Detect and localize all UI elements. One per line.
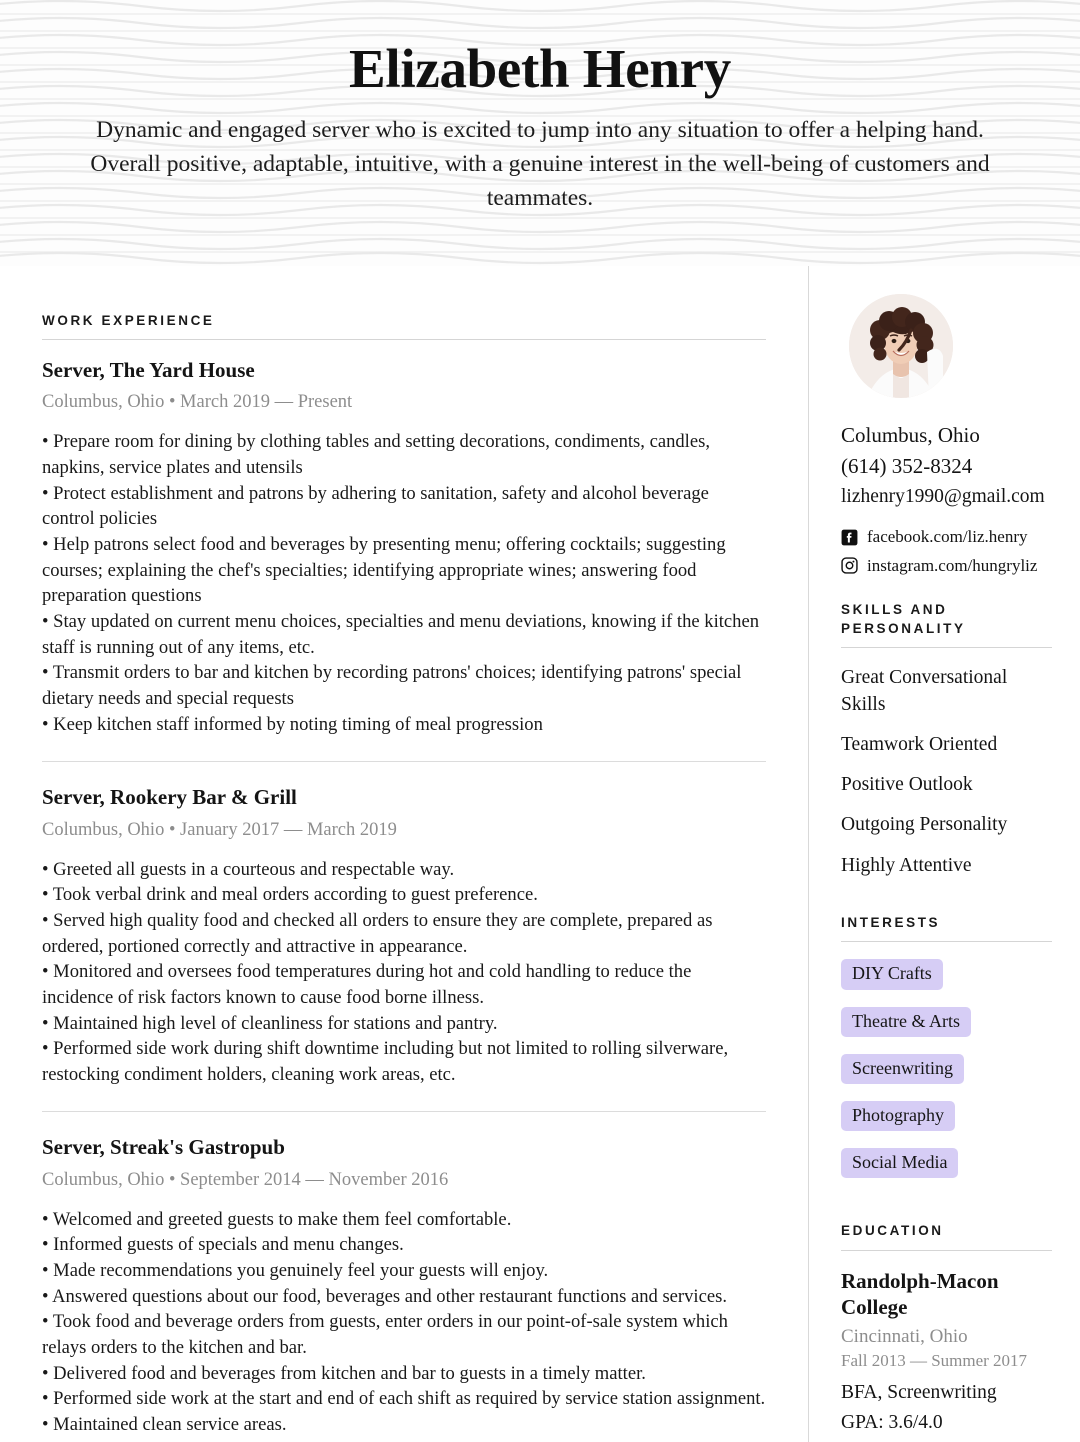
- job-divider: [42, 1111, 766, 1112]
- job-bullet: • Performed side work during shift downtime including but not limited to rolling silverware, restocking condiment holders, cleaning work areas, etc.: [42, 1038, 729, 1085]
- social-link-instagram[interactable]: [841, 556, 1052, 576]
- main-column: [0, 266, 808, 1442]
- job-bullet: • Monitored and oversees food temperatures during hot and cold handling to reduce the incidence of risk factors known to cause food borne illness.: [42, 961, 692, 1008]
- education-dates: Fall 2013 — Summer 2017: [841, 1351, 1028, 1371]
- job-bullet: • Stay updated on current menu choices, specialties and menu deviations, knowing if the kitchen staff is running out of any items, etc.: [42, 611, 760, 658]
- job-bullets: [42, 429, 766, 737]
- section-heading-education: EDUCATION: [841, 1223, 944, 1239]
- job-bullet: • Greeted all guests in a courteous and respectable way.: [42, 858, 455, 880]
- job-bullet: • Keep kitchen staff informed by noting timing of meal progression: [42, 713, 543, 735]
- job-bullets: [42, 1207, 766, 1438]
- skills-list: [841, 665, 1052, 879]
- job-bullet: • Maintained high level of cleanliness for stations and pantry.: [42, 1012, 498, 1034]
- education-gpa: GPA: 3.6/4.0: [841, 1411, 943, 1433]
- social-link-label: instagram.com/hungryliz: [867, 555, 1038, 575]
- job-entry: [42, 784, 766, 1091]
- skill-item: Positive Outlook: [841, 774, 973, 796]
- instagram-icon: [841, 557, 858, 574]
- interest-tag: Photography: [841, 1101, 955, 1131]
- interest-tag: DIY Crafts: [841, 959, 943, 989]
- section-rule: [841, 1250, 1052, 1251]
- job-bullet: • Delivered food and beverages from kitchen and bar to guests in a timely matter.: [42, 1362, 646, 1384]
- interest-tag: Theatre & Arts: [841, 1007, 971, 1037]
- job-meta: Columbus, Ohio • January 2017 — March 2019: [42, 819, 397, 840]
- skill-item: Highly Attentive: [841, 854, 972, 876]
- job-entry: [42, 1134, 766, 1441]
- skill-item: Great Conversational Skills: [841, 667, 1008, 715]
- job-bullet: • Answered questions about our food, beverages and other restaurant functions and services.: [42, 1285, 727, 1307]
- education-location: Cincinnati, Ohio: [841, 1325, 968, 1347]
- resume-header: [0, 0, 1080, 266]
- job-bullet: • Protect establishment and patrons by adhering to sanitation, safety and alcohol beverage control policies: [42, 482, 709, 530]
- job-bullet: • Took food and beverage orders from guests, enter orders in our point-of-sale system which relays orders to the kitchen and bar.: [42, 1311, 728, 1359]
- job-bullet: • Maintained clean service areas.: [42, 1413, 287, 1435]
- job-bullet: • Performed side work at the start and end of each shift as required by service station assignment.: [42, 1388, 766, 1410]
- interest-tag: Social Media: [841, 1148, 958, 1178]
- job-bullet: • Served high quality food and checked all orders to ensure they are complete, prepared as ordered, portioned correctly and attractive in appearance.: [42, 909, 713, 957]
- social-link-facebook[interactable]: [841, 527, 1052, 547]
- job-bullet: • Made recommendations you genuinely feel your guests will enjoy.: [42, 1260, 549, 1282]
- skill-item: Teamwork Oriented: [841, 733, 998, 755]
- social-link-label: facebook.com/liz.henry: [867, 527, 1028, 547]
- job-bullet: • Informed guests of specials and menu changes.: [42, 1234, 404, 1256]
- job-bullet: • Prepare room for dining by clothing tables and setting decorations, condiments, candles, napkins, service plates and utensils: [42, 431, 710, 479]
- section-heading-work-experience: WORK EXPERIENCE: [42, 313, 215, 328]
- job-meta: Columbus, Ohio • September 2014 — November 2016: [42, 1169, 449, 1190]
- avatar: [849, 294, 953, 398]
- job-title: Server, Streak's Gastropub: [42, 1135, 285, 1160]
- job-title: Server, Rookery Bar & Grill: [42, 785, 297, 810]
- profile-summary: Dynamic and engaged server who is excited to jump into any situation to offer a helping hand. Overall positive, adaptable, intuitive, with a genuine interest in the well-being of customers and teammates.: [90, 116, 990, 211]
- job-entry: [42, 357, 766, 741]
- contact-location: Columbus, Ohio: [841, 423, 980, 447]
- job-bullet: • Transmit orders to bar and kitchen by recording patrons' choices; identifying patrons' special dietary needs and special requests: [42, 662, 742, 709]
- job-meta: Columbus, Ohio • March 2019 — Present: [42, 392, 353, 413]
- contact-email[interactable]: lizhenry1990@gmail.com: [841, 485, 1045, 507]
- job-title: Server, The Yard House: [42, 358, 255, 383]
- education-entry: [841, 1268, 1052, 1435]
- section-rule: [42, 339, 766, 340]
- section-rule: [841, 941, 1052, 942]
- page-title: Elizabeth Henry: [348, 38, 731, 99]
- interests-list: [841, 959, 1052, 1187]
- job-bullet: • Help patrons select food and beverages by presenting menu; offering cocktails; suggesting courses; explaining the chef's specialties; identifying appropriate wines; answering food preparation questions: [42, 534, 726, 607]
- resume-body: [0, 266, 1080, 1442]
- education-degree: BFA, Screenwriting: [841, 1382, 997, 1404]
- section-rule: [841, 647, 1052, 648]
- facebook-icon: [841, 529, 858, 546]
- job-divider: [42, 761, 766, 762]
- interest-tag: Screenwriting: [841, 1054, 964, 1084]
- contact-phone[interactable]: (614) 352-8324: [841, 454, 973, 479]
- job-bullet: • Took verbal drink and meal orders according to guest preference.: [42, 884, 538, 906]
- section-heading-skills: SKILLS AND PERSONALITY: [841, 601, 966, 637]
- job-bullet: • Welcomed and greeted guests to make them feel comfortable.: [42, 1208, 512, 1230]
- education-school: Randolph-Macon College: [841, 1268, 999, 1319]
- skill-item: Outgoing Personality: [841, 814, 1008, 836]
- section-heading-interests: INTERESTS: [841, 915, 941, 931]
- social-links: [841, 527, 1052, 576]
- sidebar: [808, 266, 1080, 1442]
- job-bullets: [42, 857, 766, 1088]
